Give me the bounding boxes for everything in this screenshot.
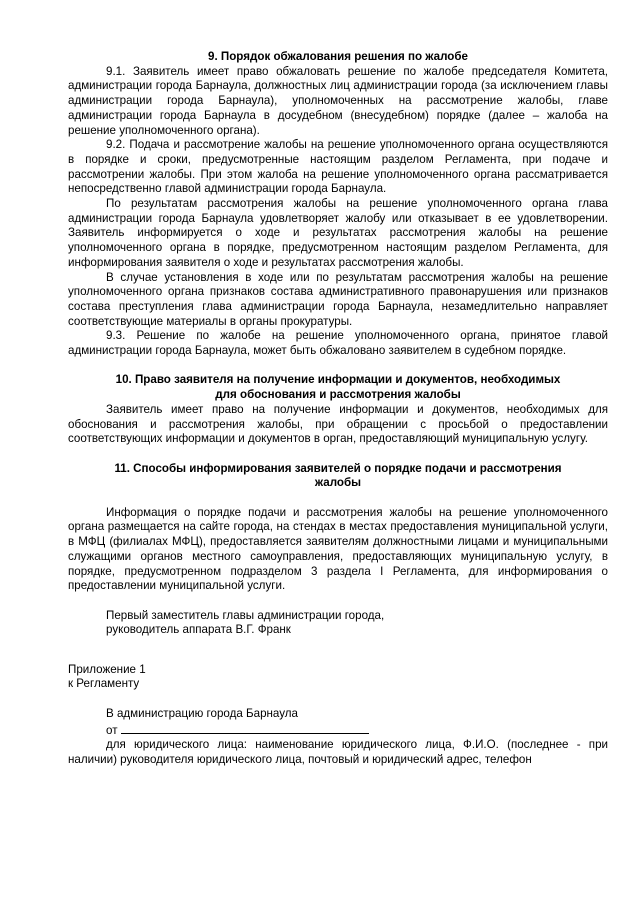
section-9-paragraph: 9.2. Подача и рассмотрение жалобы на решение уполномоченного органа осуществляются в порядке и сроки, предусмотренные настоящим разделом Регламента, при подаче и рассмотрении жалобы. При этом жалоба на решение уполномоченного органа рассматривается непосредственно главой администрации города Барнаула.: [68, 138, 608, 196]
section-11-heading-line: жалобы: [314, 476, 362, 490]
appendix-reference: к Регламенту: [68, 677, 140, 691]
section-11-paragraph: Информация о порядке подачи и рассмотрения жалобы на решение уполномоченного органа размещается на сайте города, на стендах в местах предоставления муниципальной услуги, в МФЦ (филиалах МФЦ), предоставляется заявителям должностными лицами и муниципальными служащими органов местного самоуправления, предоставляющих муниципальную услугу, в порядке, предусмотренном подразделом 3 раздела I Регламента, для информирования о предоставлении муниципальной услуги.: [68, 505, 608, 593]
section-9-paragraph: 9.3. Решение по жалобе на решение уполномоченного органа, принятое главой администрации города Барнаула, может быть обжаловано заявителем в судебном порядке.: [68, 329, 608, 358]
form-blank-line[interactable]: [121, 722, 369, 734]
section-9-paragraph: По результатам рассмотрения жалобы на решение уполномоченного органа глава администрации города Барнаула удовлетворяет жалобу или отказывает в ее удовлетворении. Заявитель информируется о ходе и результатах рассмотрения жалобы на решение уполномоченного органа в порядке, предусмотренном настоящим разделом Регламента, для информирования заявителя о ходе и результатах рассмотрения жалобы.: [68, 197, 608, 269]
section-11-heading-line: 11. Способы информирования заявителей о порядке подачи и рассмотрения: [114, 461, 562, 475]
section-10-heading-line: для обоснования и рассмотрения жалобы: [215, 388, 461, 402]
signature-title: Первый заместитель главы администрации города,: [106, 608, 385, 622]
form-from-row: [68, 722, 608, 739]
section-9-paragraph: 9.1. Заявитель имеет право обжаловать решение по жалобе председателя Комитета, администрации города Барнаула, должностных лиц администрации города (за исключением главы администрации города Барнаула), уполномоченных на рассмотрение жалобы, главе администрации города Барнаула в досудебном (внесудебном) порядке (далее – жалоба на решение уполномоченного органа).: [68, 64, 608, 137]
signature-name: руководитель аппарата В.Г. Франк: [106, 623, 291, 637]
document-body: [68, 50, 608, 768]
section-9-paragraph: В случае установления в ходе или по результатам рассмотрения жалобы на решение уполномоченного органа признаков состава административного правонарушения или признаков состава преступления глава администрации города Барнаула, незамедлительно направляет соответствующие материалы в органы прокуратуры.: [68, 270, 608, 328]
appendix-number: Приложение 1: [68, 662, 146, 676]
section-10-heading-line: 10. Право заявителя на получение информации и документов, необходимых: [115, 373, 561, 387]
section-9-heading: 9. Порядок обжалования решения по жалобе: [208, 50, 468, 63]
form-note: для юридического лица: наименование юридического лица, Ф.И.О. (последнее - при наличии) руководителя юридического лица, почтовый и юридический адрес, телефон: [68, 738, 608, 766]
section-10-paragraph: Заявитель имеет право на получение информации и документов, необходимых для обоснования и рассмотрения жалобы, при обращении с просьбой о предоставлении соответствующих информации и документов в орган, предоставляющий муниципальную услугу.: [68, 402, 608, 446]
form-from-label: от: [106, 723, 118, 737]
form-addressee: В администрацию города Барнаула: [106, 706, 299, 720]
